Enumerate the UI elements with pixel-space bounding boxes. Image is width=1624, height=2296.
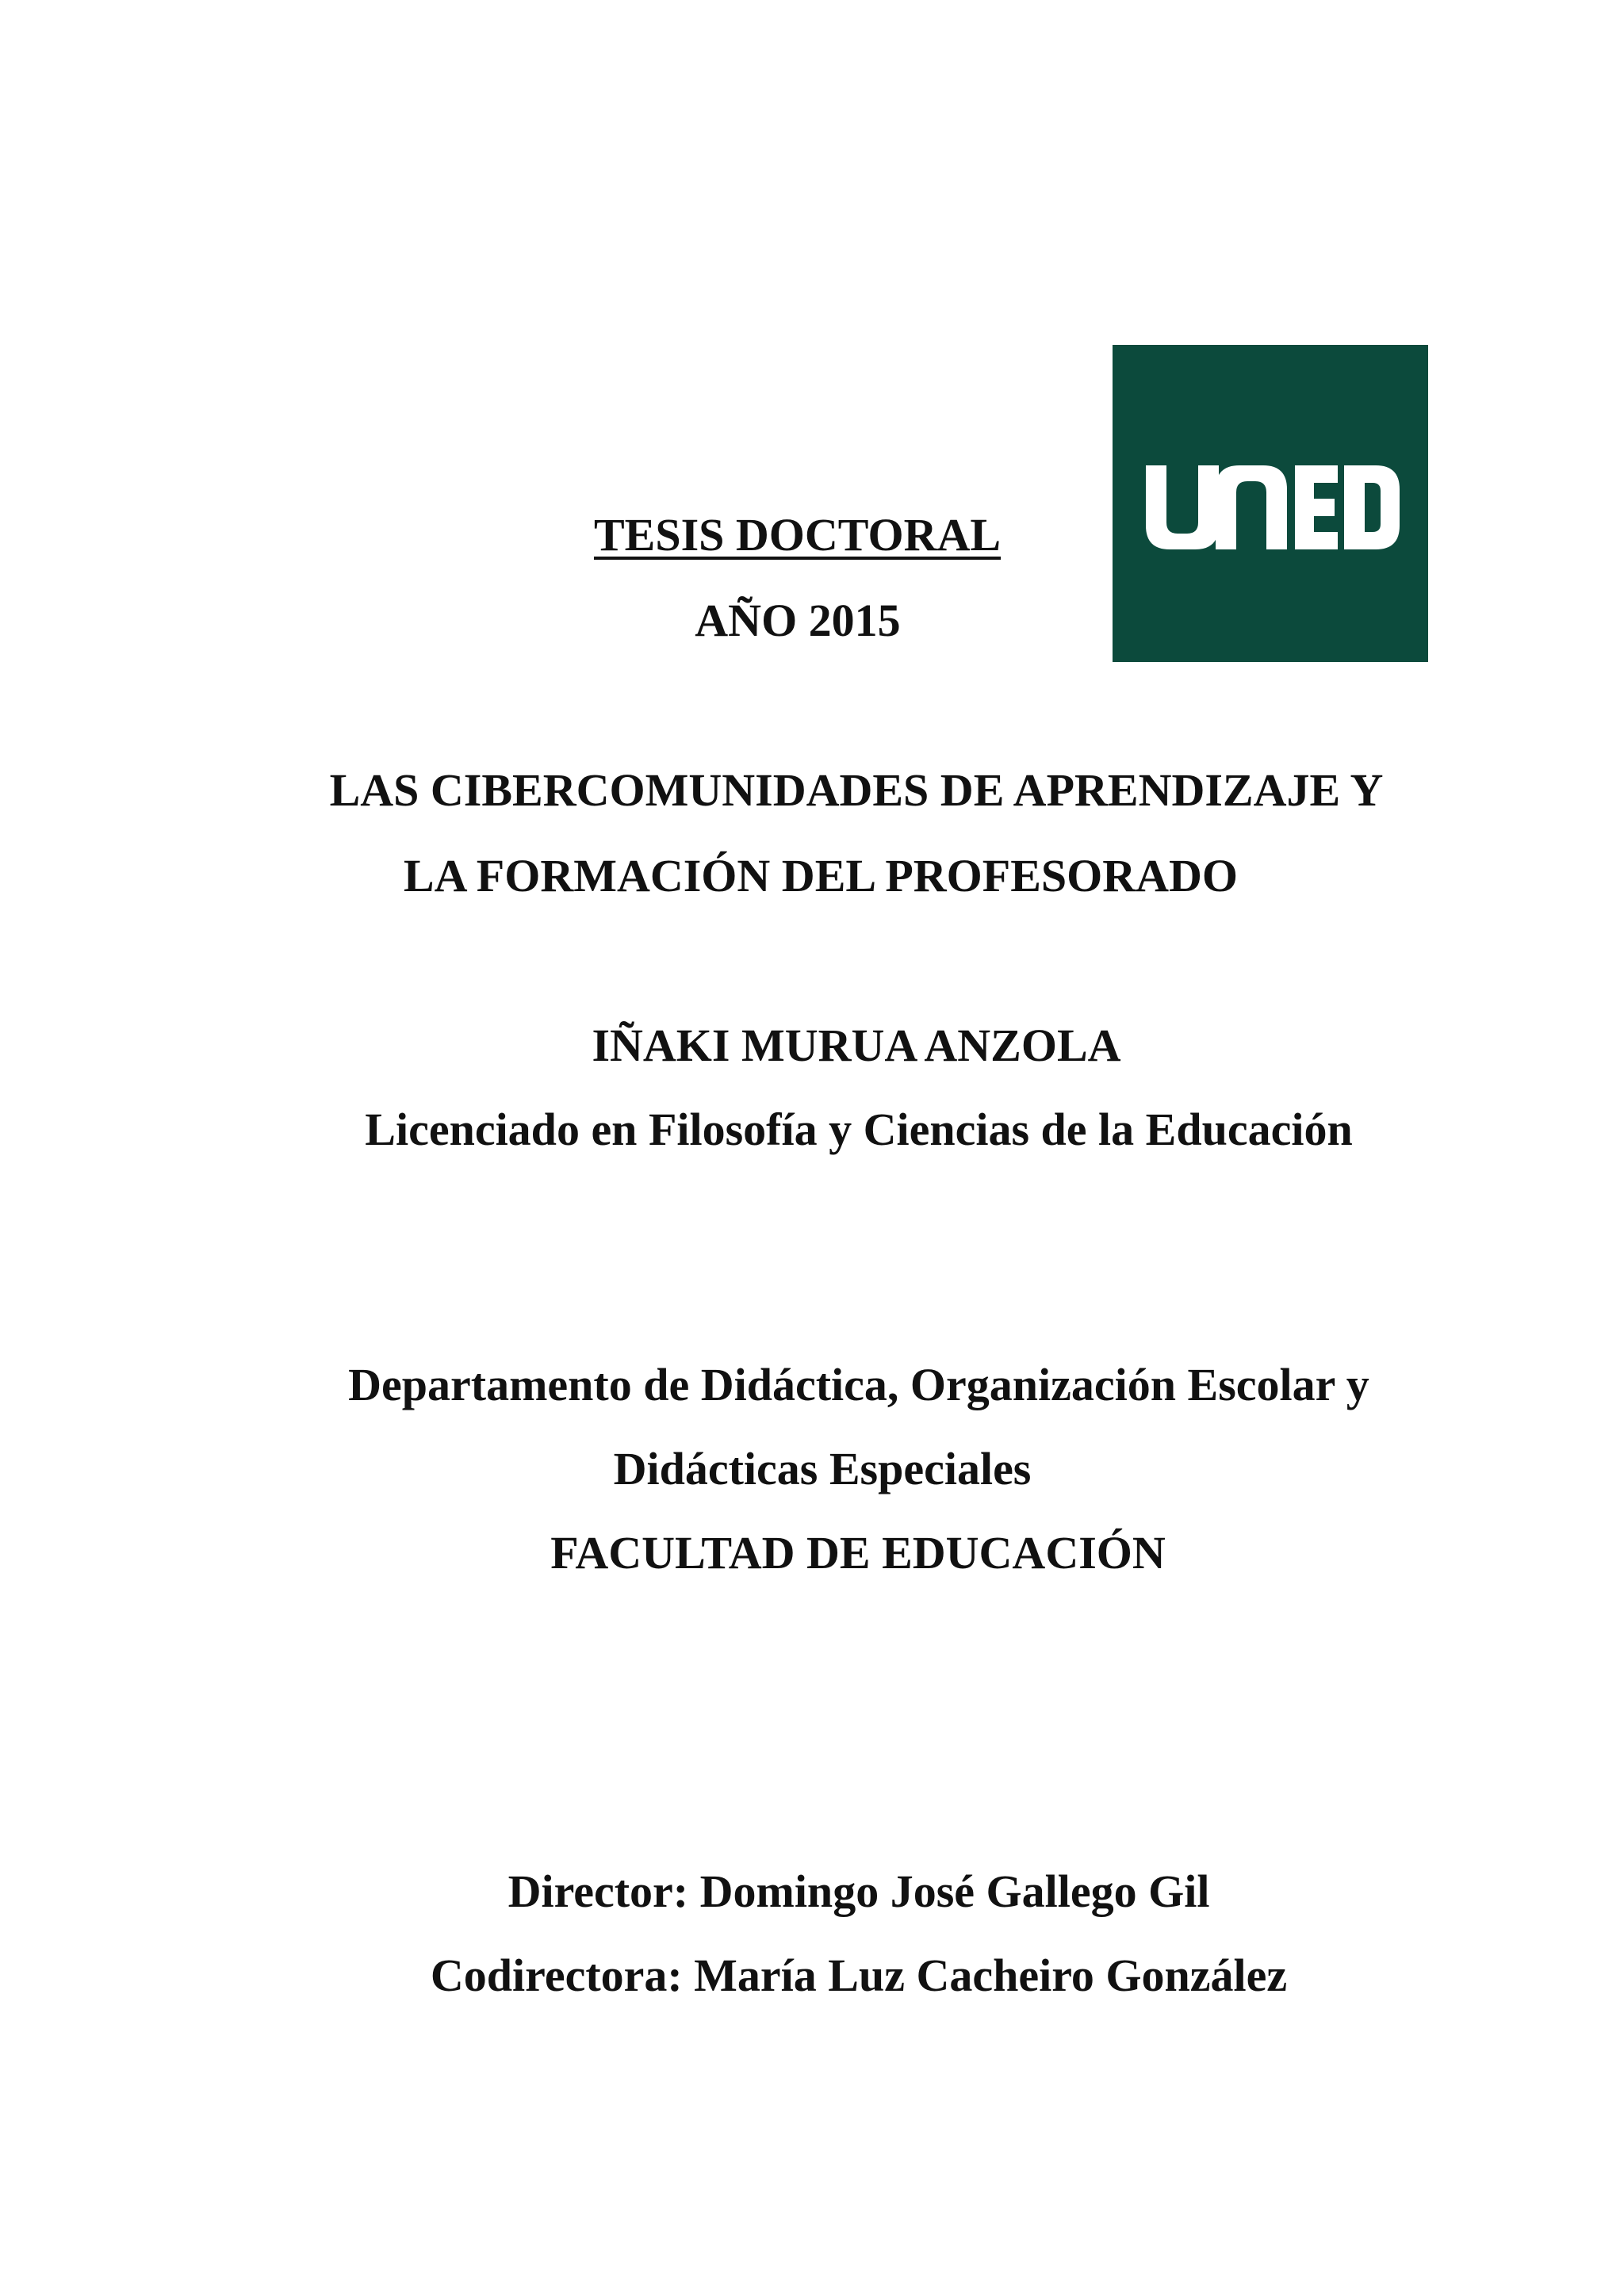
codirector-name: Codirectora: María Luz Cacheiro González bbox=[430, 1950, 1288, 2001]
uned-logo-lettering bbox=[1139, 448, 1401, 559]
thesis-label: TESIS DOCTORAL bbox=[593, 509, 1002, 561]
thesis-year: AÑO 2015 bbox=[695, 595, 901, 646]
uned-logo bbox=[1113, 345, 1428, 662]
department-line-2: Didácticas Especiales bbox=[613, 1443, 1032, 1494]
faculty-name: FACULTAD DE EDUCACIÓN bbox=[550, 1527, 1166, 1578]
author-name: IÑAKI MURUA ANZOLA bbox=[592, 1020, 1121, 1071]
thesis-title-line-1: LAS CIBERCOMUNIDADES DE APRENDIZAJE Y bbox=[329, 764, 1384, 816]
director-name: Director: Domingo José Gallego Gil bbox=[508, 1866, 1210, 1917]
department-line-1: Departamento de Didáctica, Organización Escolar y bbox=[348, 1359, 1369, 1410]
author-degree: Licenciado en Filosofía y Ciencias de la Educación bbox=[365, 1104, 1353, 1155]
thesis-title-line-2: LA FORMACIÓN DEL PROFESORADO bbox=[403, 850, 1239, 901]
